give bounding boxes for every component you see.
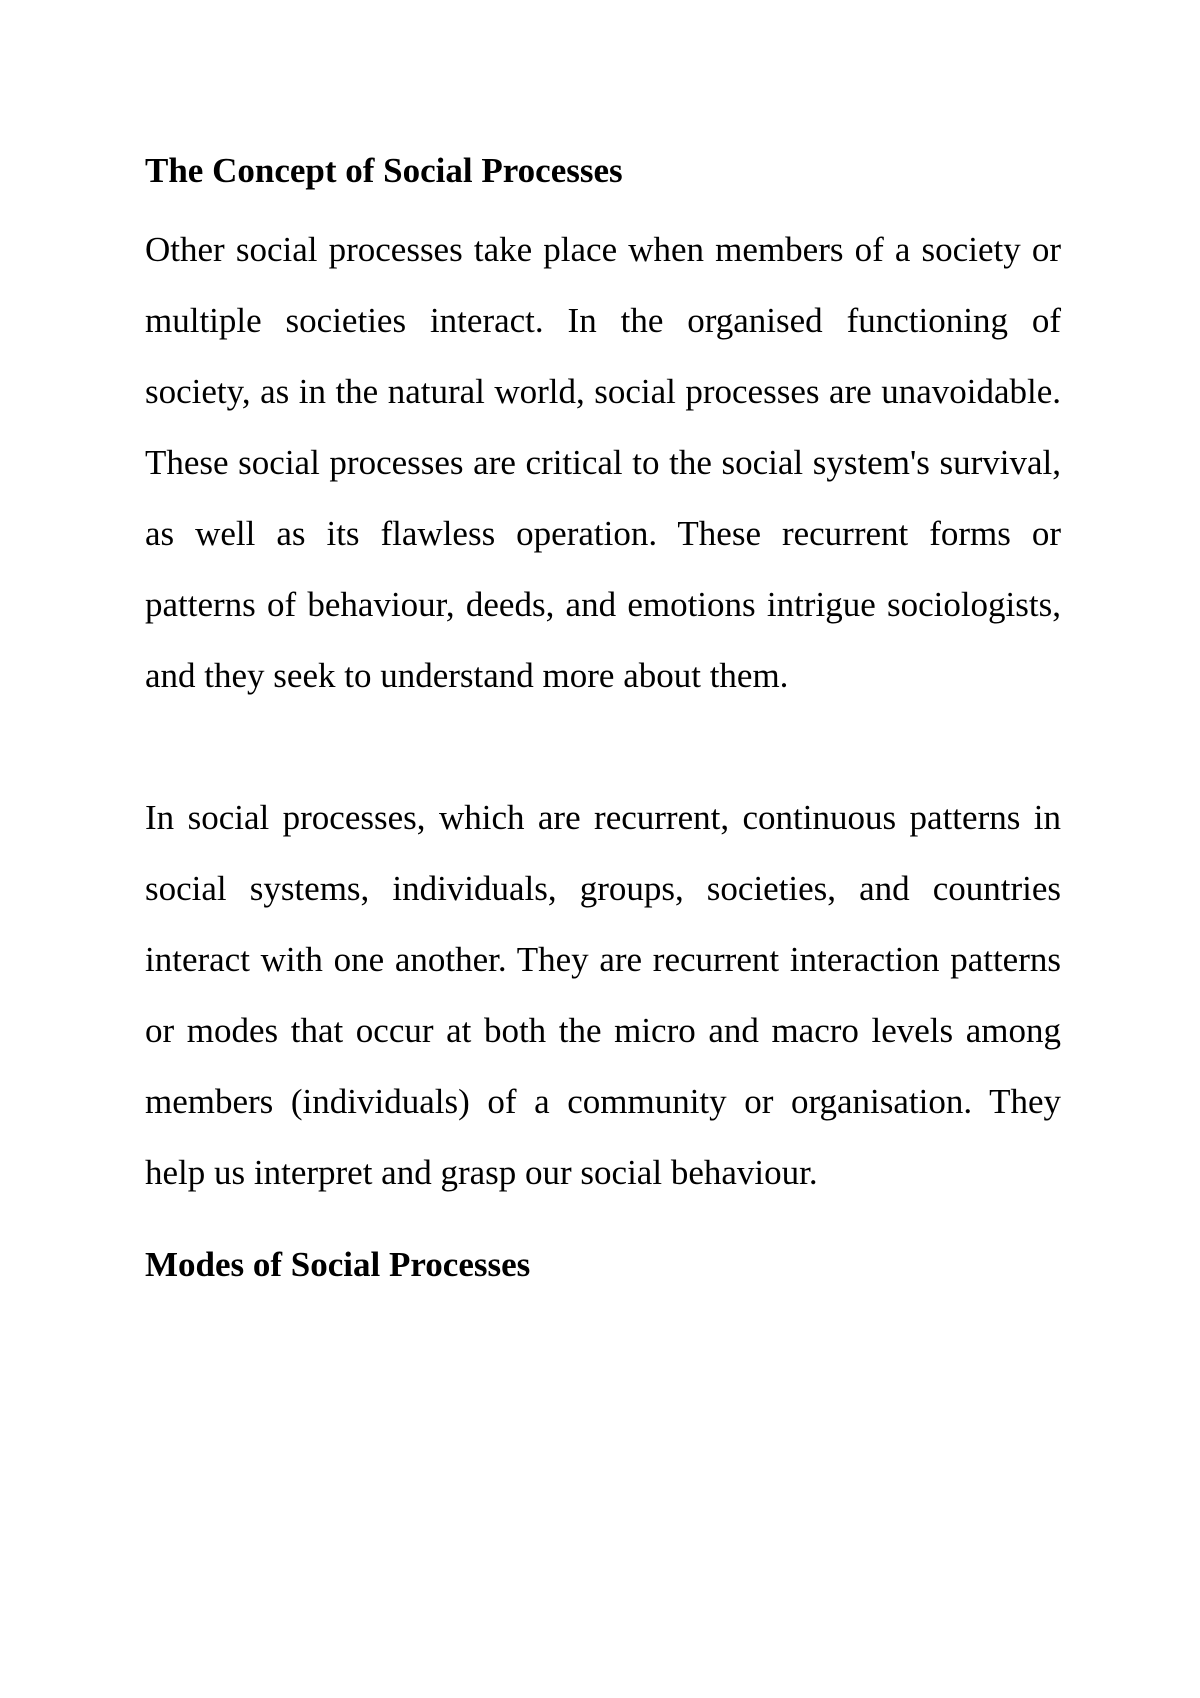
section-heading-modes: Modes of Social Processes (145, 1245, 531, 1284)
paragraph-intro: Other social processes take place when members of a society or multiple societies interact. In the organised functioning of society, as in the natural world, social processes are unavoidable. These social processes are critical to the social system's survival, as well as its flawless operation. These recurrent forms or patterns of behaviour, deeds, and emotions intrigue sociologists, and they seek to understand more about them. (145, 230, 1061, 695)
section-heading-concept: The Concept of Social Processes (145, 151, 623, 190)
document-body (145, 142, 1061, 1294)
paragraph-definition: In social processes, which are recurrent, continuous patterns in social systems, individuals, groups, societies, and countries interact with one another. They are recurrent interaction patterns or modes that occur at both the micro and macro levels among members (individuals) of a community or organisation. They help us interpret and grasp our social behaviour. (145, 798, 1061, 1192)
